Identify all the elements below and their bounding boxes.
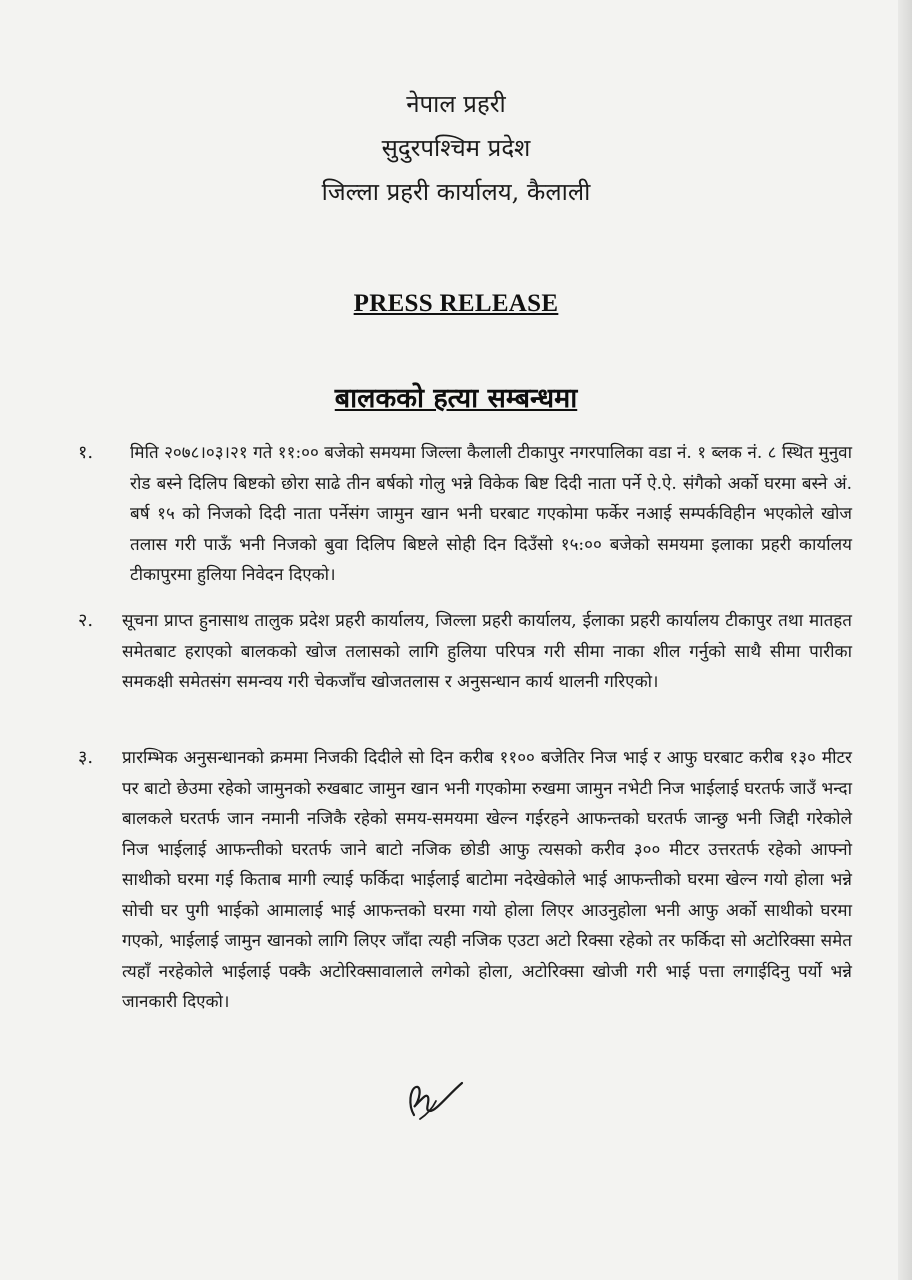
paragraph-number: १.: [78, 442, 94, 463]
paragraph-text: प्रारम्भिक अनुसन्धानको क्रममा निजकी दिदीले सो दिन करीब ११०० बजेतिर निज भाई र आफु घरबाट करीब १३० मीटर पर बाटो छेउमा रहेको जामुनको रुखबाट जामुन खान भनी गएकोमा रुखमा जामुन नभेटी निज भाईलाई घरतर्फ जाउँ भन्दा बालकले घरतर्फ जान नमानी नजिकै रहेको समय-समयमा खेल्न गईरहने आफन्तको घरतर्फ जान्छु भनी जिद्दी गरेकोले निज भाईलाई आफन्तीको घरतर्फ जाने बाटो नजिक छोडी आफु त्यसको करीव ३०० मीटर उत्तरतर्फ रहेको आफ्नो साथीको घरमा गई किताब मागी ल्याई फर्किदा भाईलाई बाटोमा नदेखेकोले भाई आफन्तीको घरमा खेल्न गयो होला भन्ने सोची घर पुगी भाईको आमालाई भाई आफन्तको घरमा गयो होला लिएर आउनुहोला भनी आफु अर्को साथीको घरमा गएको, भाईलाई जामुन खानको लागि लिएर जाँदा त्यही नजिक एउटा अटो रिक्सा रहेको तर फर्किदा सो अटोरिक्सा समेत त्यहाँ नरहेकोले भाईलाई पक्कै अटोरिक्सावालाले लगेको होला, अटोरिक्सा खोजी गरी भाई पत्ता लगाईदिनु पर्यो भन्ने जानकारी दिएको।: [122, 748, 852, 1012]
subject-heading: बालकको हत्या सम्बन्धमा: [334, 383, 578, 414]
press-release-heading-container: [0, 290, 912, 318]
subject-heading-container: [0, 378, 912, 415]
press-release-heading: PRESS RELEASE: [353, 290, 559, 317]
header-organization: नेपाल प्रहरी: [406, 90, 506, 118]
paragraph-number: २.: [78, 610, 94, 631]
paragraph-text: मिति २०७८।०३।२१ गते ११:०० बजेको समयमा जिल्ला कैलाली टीकापुर नगरपालिका वडा नं. १ ब्लक नं. ८ स्थित मुनुवा रोड बस्ने दिलिप बिष्टको छोरा साढे तीन बर्षको गोलु भन्ने विकेक बिष्ट दिदी नाता पर्ने ऐ.ऐ. संगैको अर्को घरमा बस्ने अं. बर्ष १५ को निजको दिदी नाता पर्नेसंग जामुन खान भनी घरबाट गएकोमा फर्केर नआई सम्पर्कविहीन भएकोले खोज तलास गरी पाऊँ भनी निजको बुवा दिलिप बिष्टले सोही दिन दिउँसो १५:०० बजेको समयमा इलाका प्रहरी कार्यालय टीकापुरमा हुलिया निवेदन दिएको।: [130, 443, 852, 585]
header-province: सुदुरपश्चिम प्रदेश: [381, 134, 531, 162]
paragraph-number: ३.: [78, 747, 94, 768]
letterhead: [0, 82, 912, 214]
paragraph-text: सूचना प्राप्त हुनासाथ तालुक प्रदेश प्रहरी कार्यालय, जिल्ला प्रहरी कार्यालय, ईलाका प्रहरी कार्यालय टीकापुर तथा मातहत समेतबाट हराएको बालकको खोज तलासको लागि हुलिया परिपत्र गरी सीमा नाका शील गर्नुको साथै सीमा पारीका समकक्षी समेतसंग समन्वय गरी चेकजाँच खोजतलास र अनुसन्धान कार्य थालनी गरिएको।: [122, 611, 852, 692]
header-office: जिल्ला प्रहरी कार्यालय, कैलाली: [321, 178, 591, 206]
signature-mark: [400, 1075, 470, 1125]
